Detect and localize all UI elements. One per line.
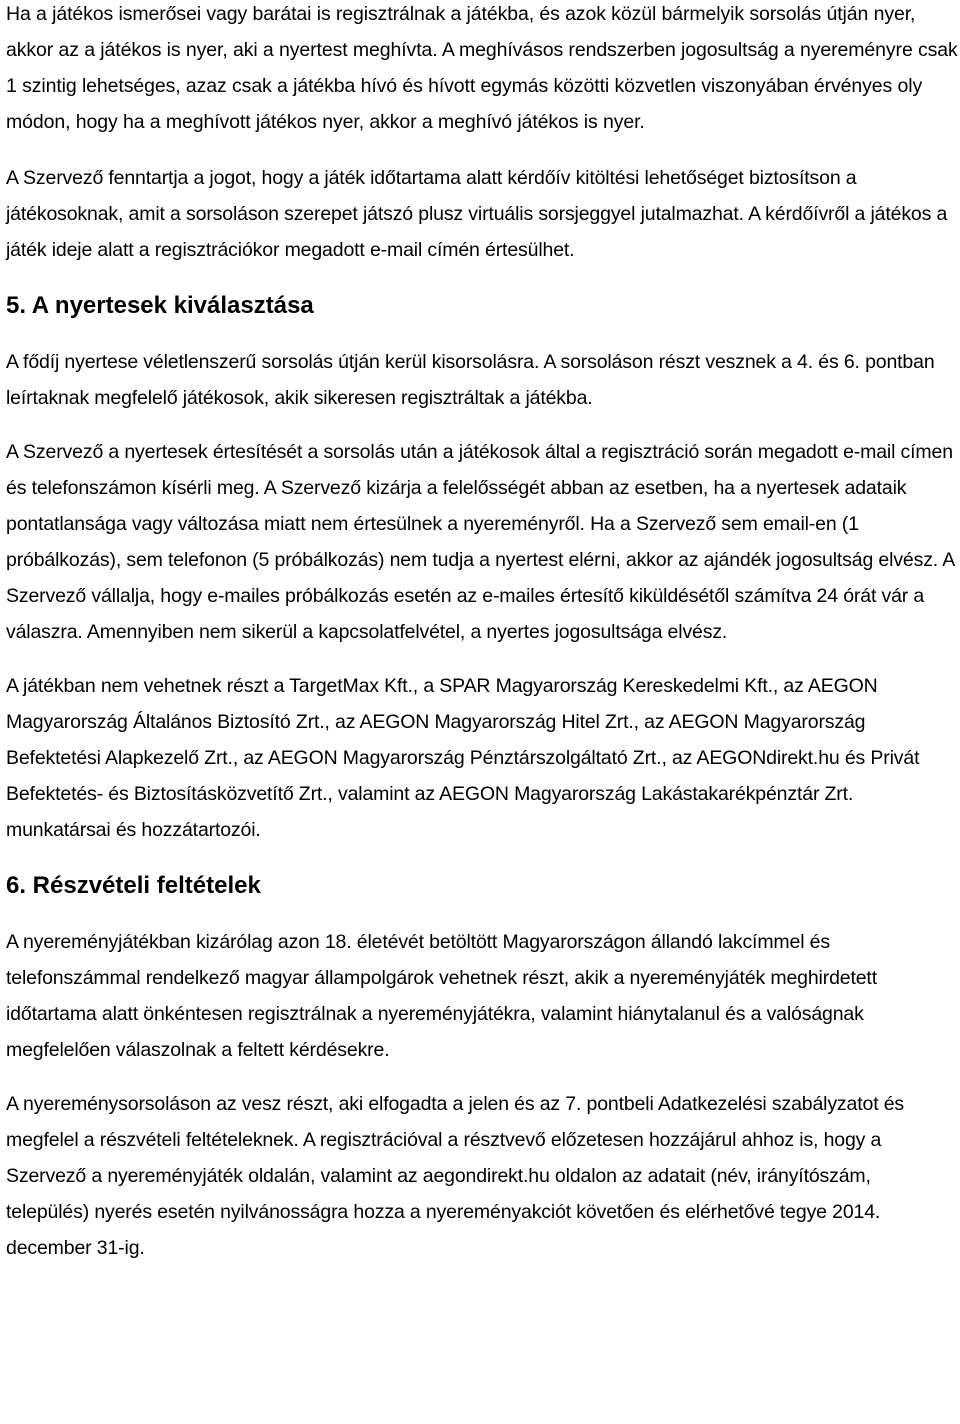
paragraph-invitation: Ha a játékos ismerősei vagy barátai is regisztrálnak a játékba, és azok közül bármelyik sorsolás útján nyer, akkor az a játékos is nyer, aki a nyertest meghívta. A meghívásos rendszerben jogosultság a nyereményre csak 1 szintig lehetséges, azaz csak a játékba hívó és hívott egymás közötti közvetlen viszonyában érvényes oly módon, hogy ha a meghívott játékos nyer, akkor a meghívó játékos is nyer. <box>6 3 958 133</box>
paragraph-main-prize: A fődíj nyertese véletlenszerű sorsolás útján kerül kisorsolásra. A sorsoláson részt vesznek a 4. és 6. pontban leírtaknak megfelelő játékosok, akik sikeresen regisztráltak a játékba. <box>6 351 935 409</box>
section-heading-6: 6. Részvételi feltételek <box>6 872 261 899</box>
paragraph-winner-notification: A Szervező a nyertesek értesítését a sorsolás után a játékosok által a regisztráció során megadott e-mail címen és telefonszámon kísérli meg. A Szervező kizárja a felelősségét abban az esetben, ha a nyertesek adataik pontatlansága vagy változása miatt nem értesülnek a nyereményről. Ha a Szervező sem email-en (1 próbálkozás), sem telefonon (5 próbálkozás) nem tudja a nyertest elérni, akkor az ajándék jogosultság elvész. A Szervező vállalja, hogy e-mailes próbálkozás esetén az e-mailes értesítő kiküldésétől számítva 24 órát vár a válaszra. Amennyiben nem sikerül a kapcsolatfelvétel, a nyertes jogosultsága elvész. <box>6 441 955 643</box>
paragraph-draw-conditions: A nyereménysorsoláson az vesz részt, aki elfogadta a jelen és az 7. pontbeli Adatkezelési szabályzatot és megfelel a részvételi feltételeknek. A regisztrációval a résztvevő előzetesen hozzájárul ahhoz is, hogy a Szervező a nyereményjáték oldalán, valamint az aegondirekt.hu oldalon az adatait (név, irányítószám, település) nyerés esetén nyilvánosságra hozza a nyereményakciót követően és elérhetővé tegye 2014. december 31-ig. <box>6 1093 905 1259</box>
paragraph-questionnaire: A Szervező fenntartja a jogot, hogy a játék időtartama alatt kérdőív kitöltési lehetőséget biztosítson a játékosoknak, amit a sorsoláson szerepet játszó plusz virtuális sorsjeggyel jutalmazhat. A kérdőívről a játékos a játék ideje alatt a regisztrációkor megadott e-mail címén értesülhet. <box>6 167 948 261</box>
section-heading-5: 5. A nyertesek kiválasztása <box>6 292 314 319</box>
document-page <box>6 0 958 1266</box>
paragraph-eligibility: A nyereményjátékban kizárólag azon 18. életévét betöltött Magyarországon állandó lakcímmel és telefonszámmal rendelkező magyar állampolgárok vehetnek részt, akik a nyereményjáték meghirdetett időtartama alatt önkéntesen regisztrálnak a nyereményjátékra, valamint hiánytalanul és a valóságnak megfelelően válaszolnak a feltett kérdésekre. <box>6 931 877 1061</box>
paragraph-excluded-participants: A játékban nem vehetnek részt a TargetMax Kft., a SPAR Magyarország Kereskedelmi Kft., az AEGON Magyarország Általános Biztosító Zrt., az AEGON Magyarország Hitel Zrt., az AEGON Magyarország Befektetési Alapkezelő Zrt., az AEGON Magyarország Pénztárszolgáltató Zrt., az AEGONdirekt.hu és Privát Befektetés- és Biztosításközvetítő Zrt., valamint az AEGON Magyarország Lakástakarékpénztár Zrt. munkatársai és hozzátartozói. <box>6 675 920 841</box>
